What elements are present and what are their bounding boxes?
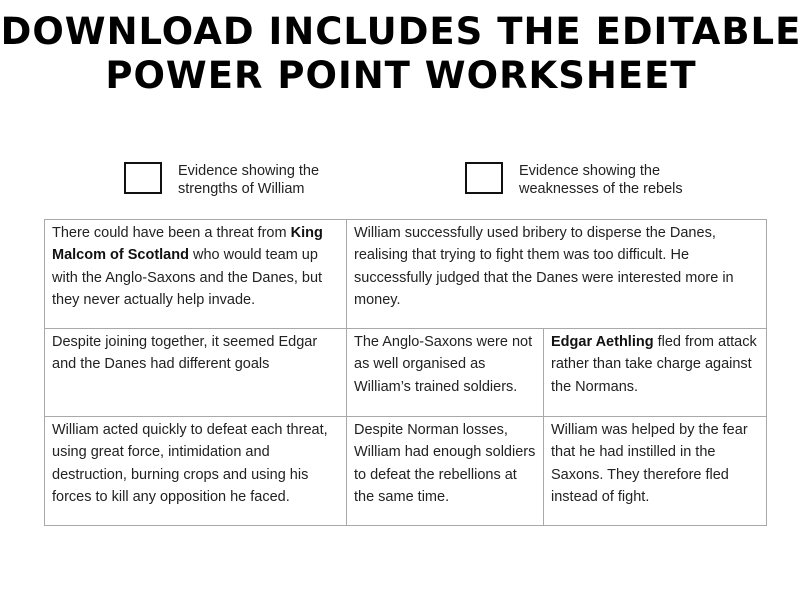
cell-bold-text: King Malcom of Scotland <box>52 225 323 264</box>
table-cell <box>45 220 347 329</box>
legend-strengths <box>124 162 319 198</box>
title-banner <box>0 10 802 98</box>
cell-text: who would team up with the Anglo-Saxons and the Danes, but they never actually help invade. <box>52 247 323 308</box>
legend-strengths-label: Evidence showing the strengths of William <box>178 163 320 197</box>
cell-text: fled from attack rather than take charge against the Normans. <box>551 334 757 395</box>
cell-text: William was helped by the fear that he had instilled in the Saxons. They therefore fled instead of fight. <box>551 422 748 505</box>
cell-text: Despite Norman losses, William had enough soldiers to defeat the rebellions at the same time. <box>354 422 536 505</box>
title-line-1: DOWNLOAD INCLUDES THE EDITABLE <box>0 10 802 53</box>
cell-text: William successfully used bribery to disperse the Danes, realising that trying to fight them was too difficult. He successfully judged that the Danes were interested more in money. <box>354 225 734 308</box>
cell-text: The Anglo-Saxons were not as well organised as William’s trained soldiers. <box>354 334 533 395</box>
legend-strengths-swatch <box>124 162 162 194</box>
table-cell <box>544 417 767 526</box>
legend-weaknesses-swatch <box>465 162 503 194</box>
title-line-2: POWER POINT WORKSHEET <box>105 54 697 97</box>
legend-weaknesses-label: Evidence showing the weaknesses of the rebels <box>519 163 683 197</box>
table-cell <box>347 417 544 526</box>
table-row <box>45 329 767 417</box>
table-row <box>45 417 767 526</box>
cell-text: There could have been a threat from <box>52 225 291 241</box>
table-cell <box>45 417 347 526</box>
cell-text: William acted quickly to defeat each threat, using great force, intimidation and destruction, burning crops and using his forces to kill any opposition he faced. <box>52 422 328 505</box>
table-cell <box>347 329 544 417</box>
cell-bold-text: Edgar Aethling <box>551 334 654 350</box>
table-cell <box>45 329 347 417</box>
evidence-table <box>44 219 767 526</box>
legend-weaknesses <box>465 162 683 198</box>
cell-text: Despite joining together, it seemed Edgar and the Danes had different goals <box>52 334 318 373</box>
table-row <box>45 220 767 329</box>
table-cell <box>544 329 767 417</box>
table-cell <box>347 220 767 329</box>
